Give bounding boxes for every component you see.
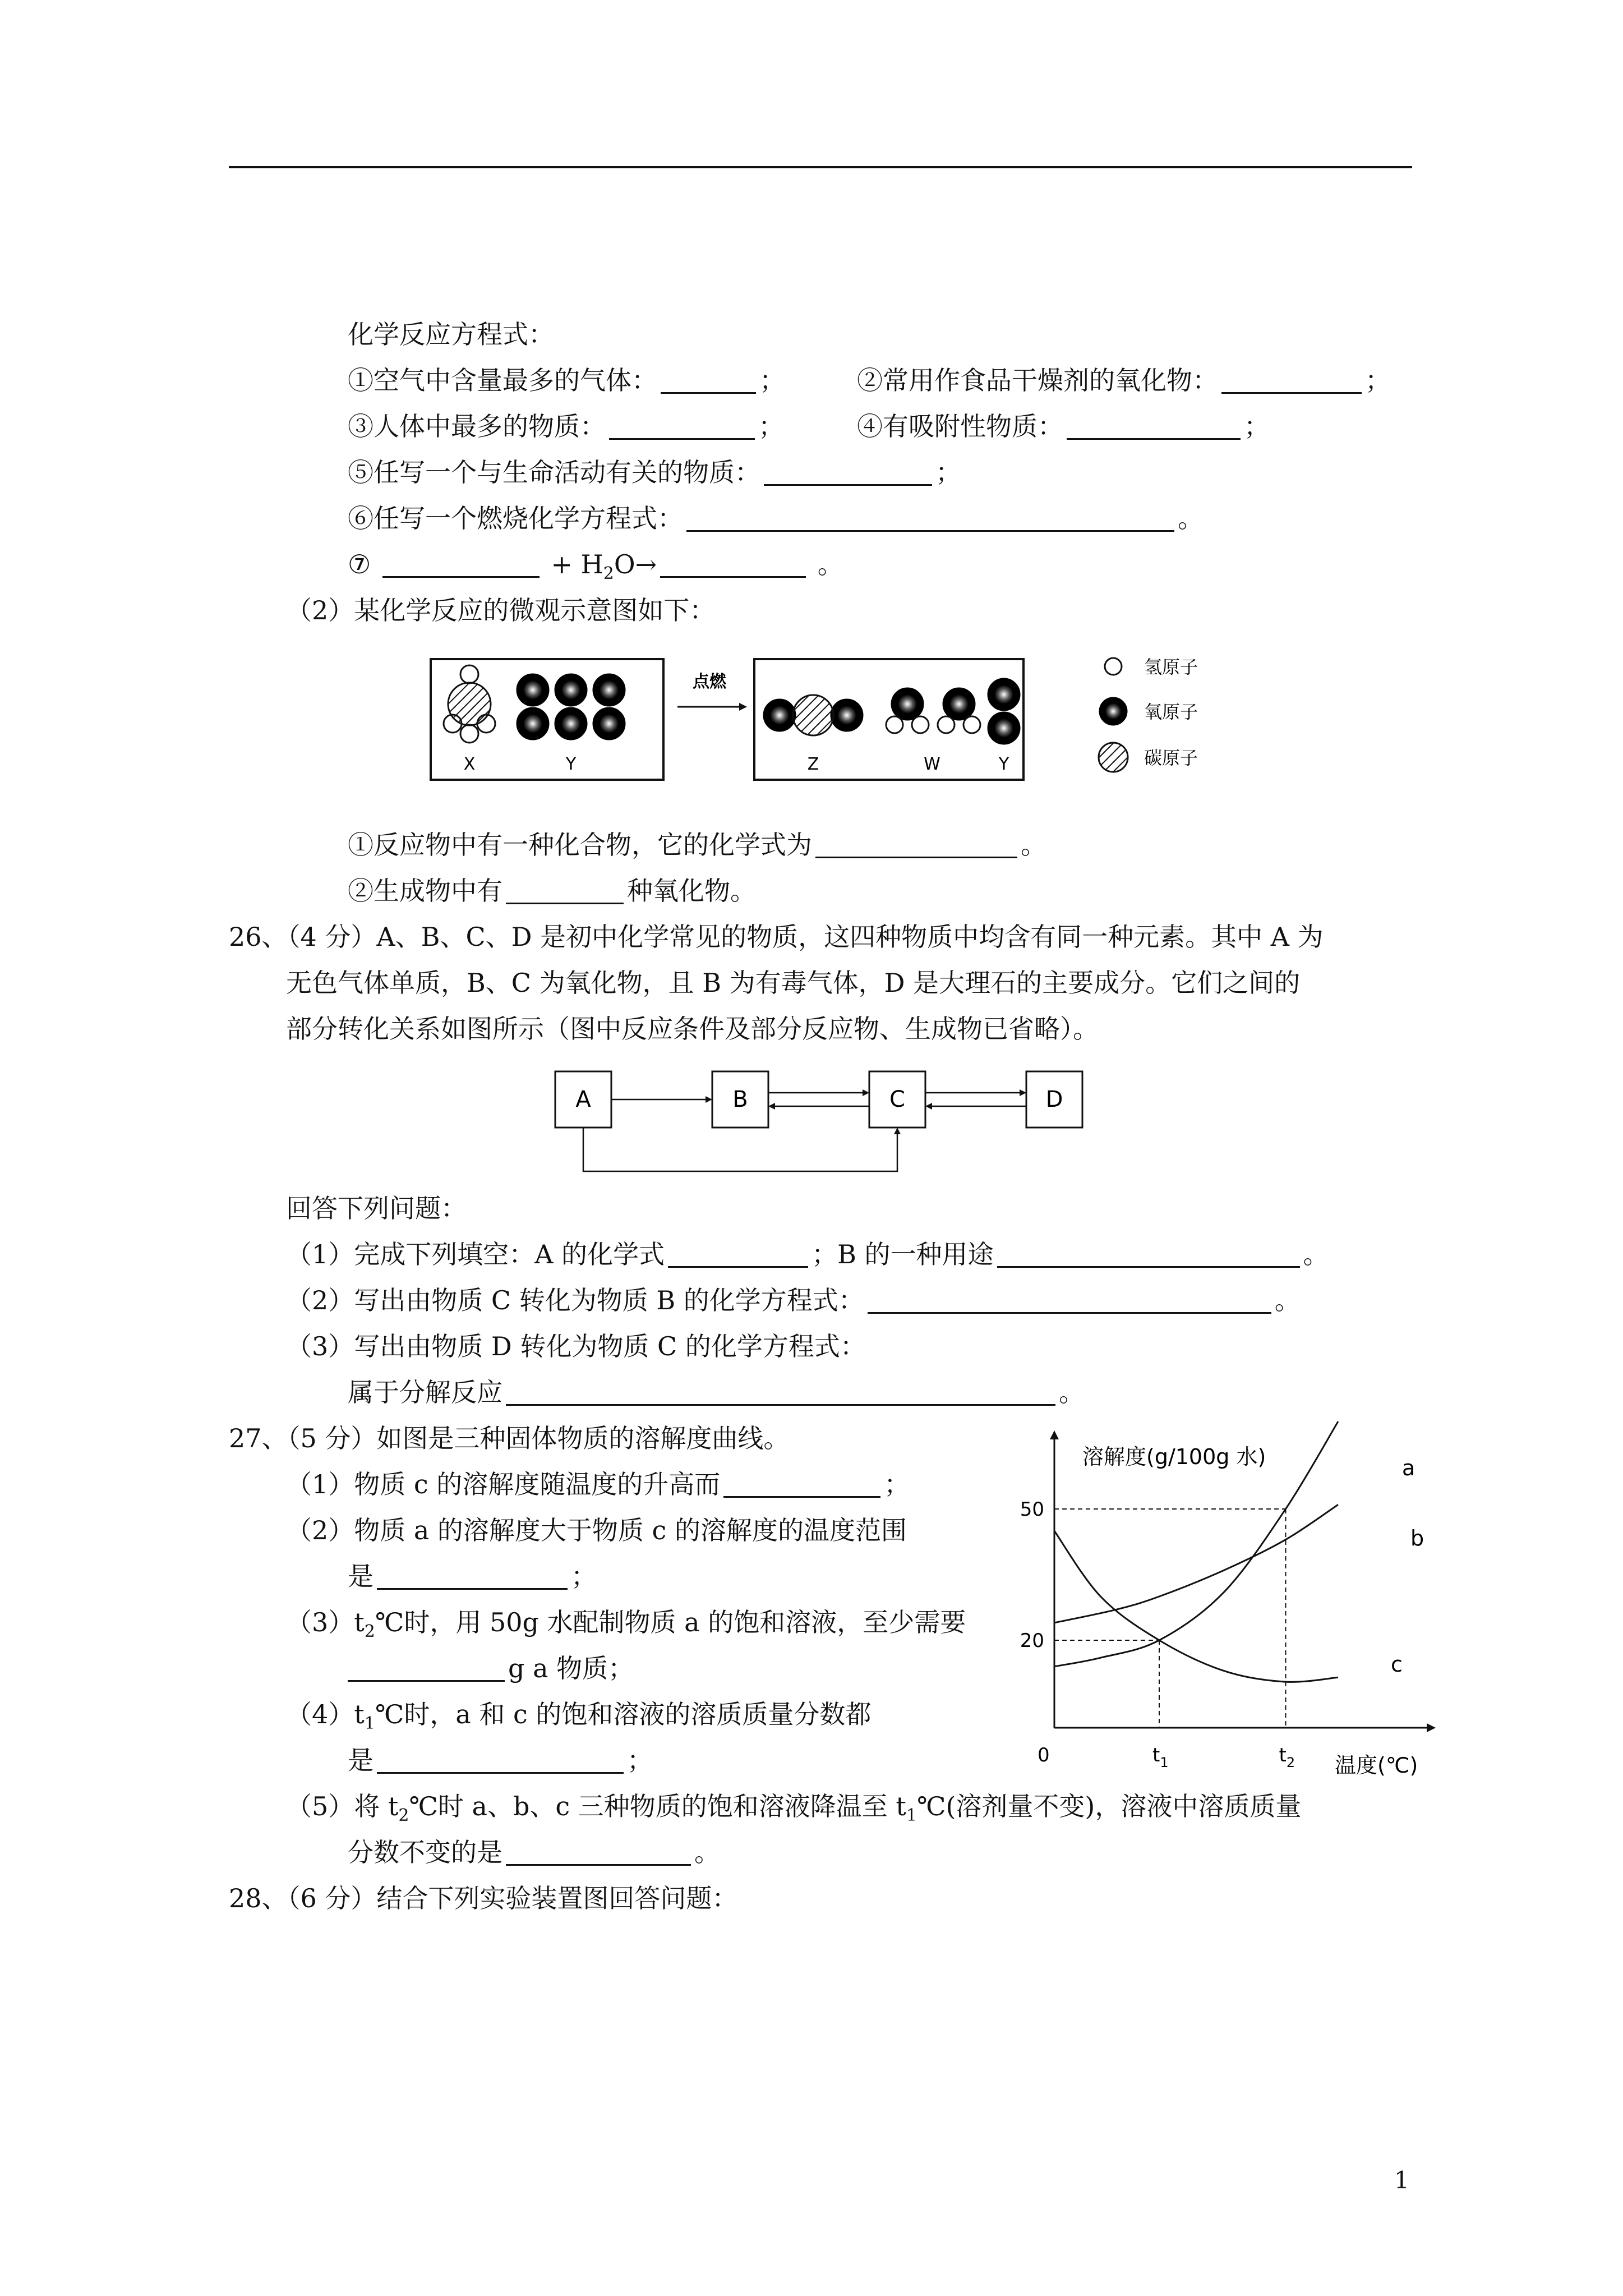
answer-blank[interactable] <box>686 503 1174 532</box>
q28-title: 28、（6 分）结合下列实验装置图回答问题： <box>229 1883 738 1913</box>
q26-line2: 无色气体单质，B、C 为氧化物，且 B 为有毒气体，D 是大理石的主要成分。它们之间的 <box>286 968 1301 998</box>
x-tick-label: $t_1$ <box>1152 1744 1169 1770</box>
arrow-label: 点燃 <box>693 672 726 692</box>
box-c-label: C <box>889 1087 905 1112</box>
box-a-label: A <box>575 1087 591 1112</box>
label-x: X <box>463 754 476 774</box>
q26-p2: （2）写出由物质 C 转化为物质 B 的化学方程式： 。 <box>286 1285 1301 1315</box>
box-b-label: B <box>732 1087 748 1112</box>
legend-carbon-icon <box>1099 743 1128 772</box>
molecules-w <box>886 688 980 733</box>
q27-title: 27、（5 分）如图是三种固体物质的溶解度曲线。 <box>229 1423 790 1453</box>
chart-axes <box>1050 1430 1436 1732</box>
x-axis-arrow <box>1427 1723 1436 1732</box>
reaction-arrow-head <box>739 703 747 711</box>
answer-blank[interactable] <box>609 411 755 440</box>
answer-blank[interactable] <box>868 1285 1271 1314</box>
chart-guide-lines <box>1054 1509 1286 1728</box>
reaction-micro-diagram <box>421 645 1273 791</box>
q26-line3: 部分转化关系如图所示（图中反应条件及部分反应物、生成物已省略）。 <box>286 1014 1099 1044</box>
answer-blank[interactable] <box>348 1653 505 1682</box>
legend-carbon-label: 碳原子 <box>1144 747 1198 769</box>
molecules-y <box>517 674 625 739</box>
solubility-chart <box>998 1414 1464 1784</box>
label-z: Z <box>807 754 819 774</box>
answer-blank[interactable] <box>723 1469 880 1498</box>
answer-blank[interactable] <box>506 1377 1055 1406</box>
page-number: 1 <box>1394 2166 1409 2194</box>
q27-p2b: 是 ； <box>348 1561 597 1591</box>
q27-p4: $(4)t_1℃$时，a 和 c 的饱和溶液的溶质质量分数都 <box>286 1699 872 1733</box>
box-d-label: D <box>1045 1087 1063 1112</box>
answer-blank[interactable] <box>997 1239 1300 1268</box>
x-tick-label: $t_2$ <box>1279 1744 1295 1770</box>
q25-item6: ⑥任写一个燃烧化学方程式： 。 <box>348 503 1204 533</box>
header-rule <box>229 166 1412 168</box>
molecule-y-leftover <box>988 679 1020 744</box>
y-tick-label: 50 <box>1020 1498 1044 1521</box>
answer-blank[interactable] <box>668 1239 808 1268</box>
q27-p5: （5）将 $t_2℃$时 a、b、c 三种物质的饱和溶液降温至 $t_1℃$(溶剂量不变)，溶液中溶质质量 <box>286 1791 1302 1825</box>
answer-blank[interactable] <box>506 876 624 904</box>
y-tick-label: 20 <box>1020 1630 1044 1652</box>
molecule-x <box>444 665 495 743</box>
x-axis-label: 温度(℃) <box>1335 1753 1418 1778</box>
q27-p3: $(3)t_2℃$时，用 50g 水配制物质 a 的饱和溶液，至少需要 <box>286 1607 966 1641</box>
legend-oxygen-label: 氧原子 <box>1144 701 1198 723</box>
q26-answer-prompt: 回答下列问题： <box>286 1193 467 1223</box>
origin-label: 0 <box>1038 1744 1050 1766</box>
series-b-label: b <box>1410 1526 1424 1550</box>
q26-p1: （1）完成下列填空：A 的化学式 ；B 的一种用途 。 <box>286 1239 1329 1269</box>
y-axis-label: 溶解度(g/100g 水) <box>1082 1444 1266 1469</box>
answer-blank[interactable] <box>660 549 806 578</box>
answer-blank[interactable] <box>1067 411 1241 440</box>
q25-part2: （2）某化学反应的微观示意图如下： <box>286 595 716 625</box>
answer-blank[interactable] <box>764 457 932 486</box>
q26-line1: 26、（4 分）A、B、C、D 是初中化学常见的物质，这四种物质中均含有同一种元素。其中 A 为 <box>229 922 1324 952</box>
q26-p3: （3）写出由物质 D 转化为物质 C 的化学方程式： <box>286 1331 866 1361</box>
q25-intro: 化学反应方程式： <box>348 319 554 349</box>
q27-p3b: g a 物质； <box>348 1651 634 1685</box>
series-a-label: a <box>1402 1456 1415 1480</box>
q25-item3: ③人体中最多的物质： ； <box>348 411 784 441</box>
conversion-diagram <box>544 1060 1094 1195</box>
label-y: Y <box>565 754 577 774</box>
molecule-z <box>764 695 863 735</box>
answer-blank[interactable] <box>661 365 756 394</box>
label-w: W <box>924 754 940 774</box>
q25-sub1: ①反应物中有一种化合物，它的化学式为 。 <box>348 830 1046 860</box>
q27-p2: （2）物质 a 的溶解度大于物质 c 的溶解度的温度范围 <box>286 1515 907 1545</box>
series-b-curve <box>1054 1504 1338 1623</box>
q25-sub2: ②生成物中有 种氧化物。 <box>348 876 756 906</box>
q26-p3b: 属于分解反应 。 <box>348 1377 1085 1407</box>
answer-blank[interactable] <box>377 1745 624 1774</box>
q25-item1: ①空气中含量最多的气体： ； <box>348 365 785 395</box>
series-c-label: c <box>1391 1652 1403 1677</box>
q25-item4: ④有吸附性物质： ； <box>857 411 1270 441</box>
q25-item7: ⑦ + $H_2O\to$ 。 <box>348 549 843 583</box>
legend-hydrogen-label: 氢原子 <box>1144 656 1198 678</box>
legend-oxygen-icon <box>1100 698 1127 725</box>
answer-blank[interactable] <box>506 1837 691 1866</box>
q27-p5b: 分数不变的是 。 <box>348 1837 720 1867</box>
answer-blank[interactable] <box>1221 365 1362 394</box>
q27-p1: （1）物质 c 的溶解度随温度的升高而 ； <box>286 1469 910 1499</box>
conversion-arrows <box>583 1089 1026 1171</box>
q25-item5: ⑤任写一个与生命活动有关的物质： ； <box>348 457 961 487</box>
y-axis-arrow <box>1050 1430 1059 1439</box>
q27-p4b: 是 ； <box>348 1745 653 1775</box>
label-y2: Y <box>998 754 1009 774</box>
legend-hydrogen-icon <box>1105 658 1122 675</box>
answer-blank[interactable] <box>377 1561 568 1590</box>
q25-item2: ②常用作食品干燥剂的氧化物： ； <box>857 365 1391 395</box>
answer-blank[interactable] <box>382 549 540 578</box>
answer-blank[interactable] <box>815 830 1017 858</box>
